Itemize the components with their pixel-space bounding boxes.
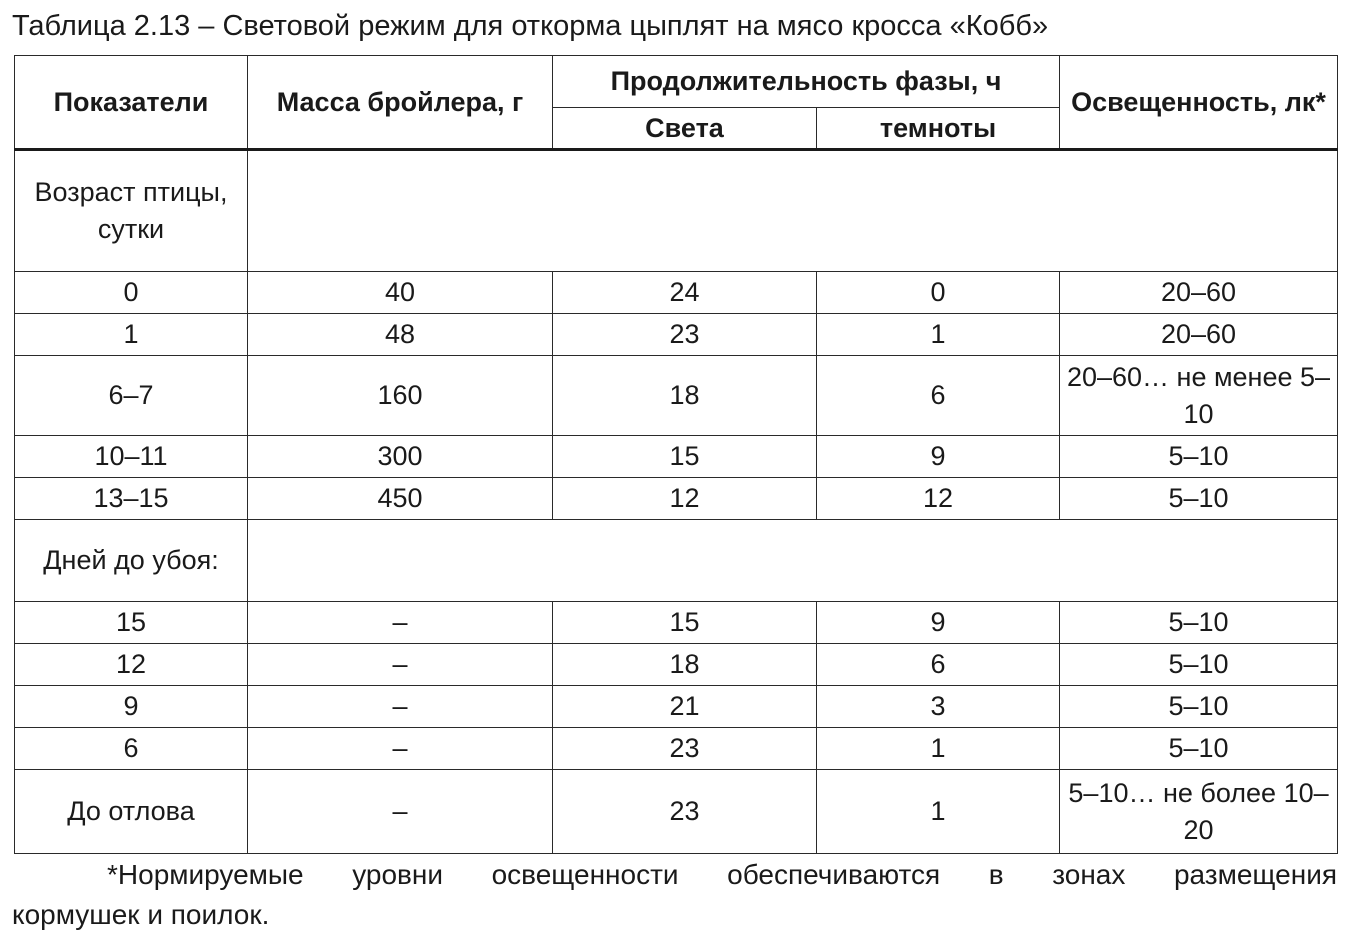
- footnote-line-1: *Нормируемые уровни освещенности обеспечиваются в зонах размещения: [107, 859, 1337, 890]
- cell-mass: –: [248, 686, 553, 728]
- cell-mass: 48: [248, 314, 553, 356]
- cell-light: 23: [553, 770, 817, 854]
- cell-lux: 5–10: [1060, 478, 1338, 520]
- cell-dark: 6: [817, 644, 1060, 686]
- header-indicators: Показатели: [15, 56, 248, 150]
- cell-lux: 20–60: [1060, 272, 1338, 314]
- table-row: [15, 314, 1338, 356]
- cell-light: 15: [553, 602, 817, 644]
- cell-key: 1: [15, 314, 248, 356]
- cell-light: 18: [553, 356, 817, 436]
- table-body: [15, 150, 1338, 854]
- cell-dark: 9: [817, 436, 1060, 478]
- cell-dark: 1: [817, 770, 1060, 854]
- cell-mass: –: [248, 644, 553, 686]
- cell-key: 15: [15, 602, 248, 644]
- cell-dark: 3: [817, 686, 1060, 728]
- table-row: [15, 686, 1338, 728]
- cell-mass: 40: [248, 272, 553, 314]
- section-row: [15, 520, 1338, 602]
- cell-lux: 5–10: [1060, 602, 1338, 644]
- section-empty-cell: [248, 150, 1338, 272]
- table-row: [15, 436, 1338, 478]
- cell-key: 12: [15, 644, 248, 686]
- table-row: [15, 478, 1338, 520]
- cell-key: До отлова: [15, 770, 248, 854]
- cell-lux: 20–60: [1060, 314, 1338, 356]
- cell-mass: –: [248, 770, 553, 854]
- section-label: Дней до убоя:: [15, 520, 248, 602]
- header-mass: Масса бройлера, г: [248, 56, 553, 150]
- table-row: [15, 644, 1338, 686]
- cell-dark: 1: [817, 314, 1060, 356]
- cell-light: 15: [553, 436, 817, 478]
- cell-key: 0: [15, 272, 248, 314]
- table-row: [15, 770, 1338, 854]
- cell-dark: 12: [817, 478, 1060, 520]
- cell-light: 23: [553, 314, 817, 356]
- lighting-regime-table: [14, 55, 1338, 854]
- cell-key: 13–15: [15, 478, 248, 520]
- header-light: Света: [553, 108, 817, 150]
- cell-mass: –: [248, 602, 553, 644]
- table-caption: Таблица 2.13 – Световой режим для откорма цыплят на мясо кросса «Кобб»: [12, 10, 1049, 42]
- footnote: [12, 855, 1337, 935]
- cell-dark: 6: [817, 356, 1060, 436]
- cell-lux: 5–10: [1060, 686, 1338, 728]
- cell-key: 10–11: [15, 436, 248, 478]
- cell-lux: 5–10: [1060, 436, 1338, 478]
- cell-key: 6: [15, 728, 248, 770]
- cell-light: 18: [553, 644, 817, 686]
- cell-light: 12: [553, 478, 817, 520]
- table-row: [15, 272, 1338, 314]
- cell-lux: 5–10: [1060, 644, 1338, 686]
- cell-lux: 5–10: [1060, 728, 1338, 770]
- cell-mass: –: [248, 728, 553, 770]
- section-empty-cell: [248, 520, 1338, 602]
- cell-key: 9: [15, 686, 248, 728]
- table-row: [15, 602, 1338, 644]
- cell-light: 23: [553, 728, 817, 770]
- table-row: [15, 728, 1338, 770]
- cell-light: 21: [553, 686, 817, 728]
- header-phase-duration: Продолжительность фазы, ч: [553, 56, 1060, 108]
- table-row: [15, 356, 1338, 436]
- cell-lux: 5–10… не более 10–20: [1060, 770, 1338, 854]
- cell-mass: 450: [248, 478, 553, 520]
- cell-mass: 160: [248, 356, 553, 436]
- cell-lux: 20–60… не менее 5–10: [1060, 356, 1338, 436]
- header-illumination: Освещенность, лк*: [1060, 56, 1338, 150]
- header-dark: темноты: [817, 108, 1060, 150]
- cell-dark: 9: [817, 602, 1060, 644]
- cell-dark: 0: [817, 272, 1060, 314]
- footnote-line-2: кормушек и поилок.: [12, 899, 270, 930]
- cell-dark: 1: [817, 728, 1060, 770]
- section-label: Возраст птицы, сутки: [15, 150, 248, 272]
- cell-mass: 300: [248, 436, 553, 478]
- cell-light: 24: [553, 272, 817, 314]
- section-row: [15, 150, 1338, 272]
- cell-key: 6–7: [15, 356, 248, 436]
